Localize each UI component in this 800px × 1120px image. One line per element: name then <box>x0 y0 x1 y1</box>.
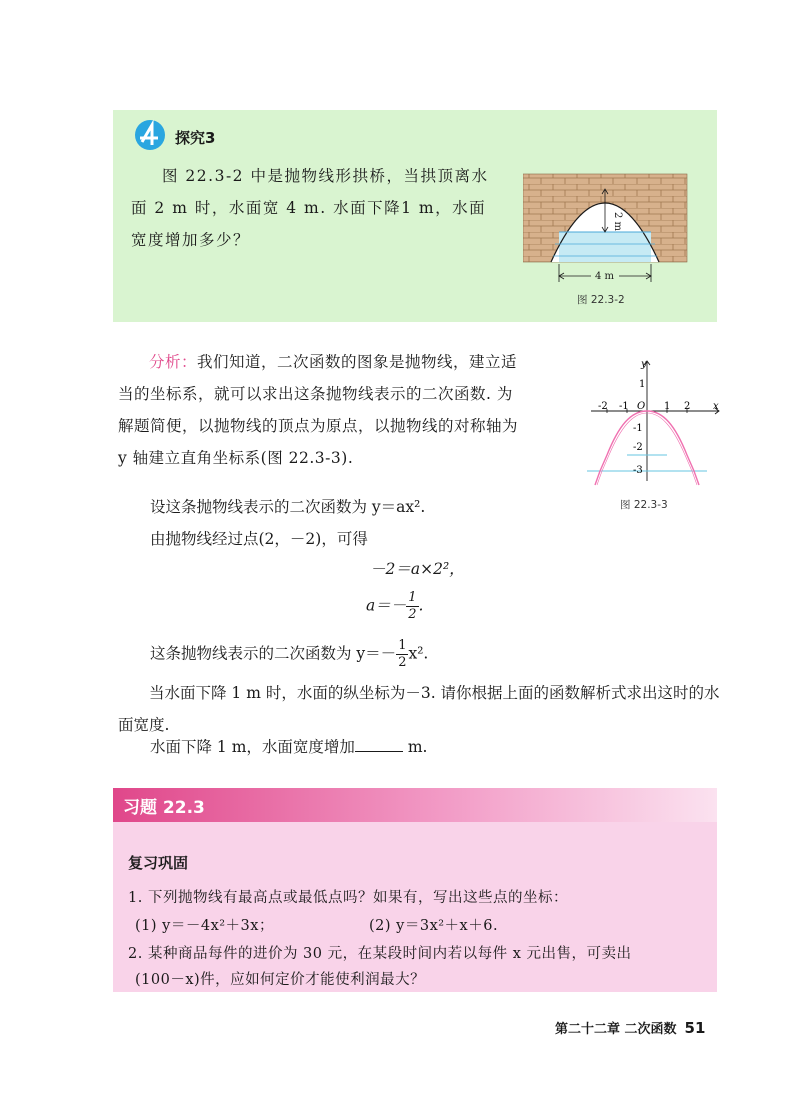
x-tick-label: -1 <box>619 401 629 412</box>
y-tick-label: -2 <box>633 442 643 453</box>
result-fraction <box>396 638 408 671</box>
coord-x-label: x <box>713 401 719 412</box>
equation-2-end: . <box>418 596 424 615</box>
set-text: 设这条抛物线表示的二次函数为 y＝ax². <box>150 498 426 516</box>
chapter-label: 第二十二章 二次函数 <box>555 1022 677 1037</box>
y-tick-label: -1 <box>633 423 643 434</box>
coordinate-figure <box>585 355 725 487</box>
answer-blank[interactable] <box>355 737 403 752</box>
explore-title: 探究3 <box>175 129 216 147</box>
exercise-title: 习题 22.3 <box>123 798 205 818</box>
explore-box <box>113 110 717 322</box>
question-1b: (2) y＝3x²＋x＋6. <box>369 918 499 934</box>
result-left: 这条抛物线表示的二次函数为 y＝－ <box>150 644 397 663</box>
explore-text: 图 22.3-2 中是抛物线形拱桥，当拱顶离水面 2 m 时，水面宽 4 m. 水面下降1 m，水面宽度增加多少？ <box>131 167 489 249</box>
review-title: 复习巩固 <box>128 854 189 872</box>
bridge-height-label: 2 m <box>612 212 623 232</box>
increase-right: m. <box>402 738 428 756</box>
bridge-width-label: 4 m <box>595 271 615 282</box>
analysis-label: 分析： <box>149 353 198 371</box>
pass-text: 由抛物线经过点(2，－2)，可得 <box>150 530 368 548</box>
fraction-denominator: 2 <box>408 607 417 622</box>
x-tick-label: -2 <box>598 401 608 412</box>
y-tick-label: 1 <box>639 379 646 390</box>
fraction-denominator: 2 <box>398 655 407 670</box>
result-line <box>150 638 428 671</box>
water-text: 当水面下降 1 m 时，水面的纵坐标为－3. 请你根据上面的函数解析式求出这时的水面宽度. <box>118 684 720 734</box>
x-tick-label: 2 <box>684 401 691 412</box>
question-2-line-1: 2. 某种商品每件的进价为 30 元，在某段时间内若以每件 x 元出售，可卖出 <box>128 946 632 962</box>
analysis-text: 我们知道，二次函数的图象是抛物线，建立适当的坐标系，就可以求出这条抛物线表示的二次函数. 为解题简便，以抛物线的顶点为原点，以抛物线的对称轴为 y 轴建立直角坐标系(图 22.3-3). <box>118 353 519 467</box>
page-number: 51 <box>684 1019 706 1037</box>
exercise-box <box>113 822 717 992</box>
fraction-numerator: 1 <box>408 590 417 605</box>
analysis-paragraph <box>118 346 524 474</box>
equation-2-fraction <box>406 590 418 623</box>
explore-icon <box>133 118 167 152</box>
page-footer <box>555 1018 705 1037</box>
increase-line <box>150 735 427 757</box>
y-tick-label: -3 <box>633 465 643 476</box>
coord-origin: O <box>637 401 646 412</box>
bridge-caption: 图 22.3-2 <box>577 294 625 306</box>
equation-2-left: a＝－ <box>366 596 407 615</box>
equation-1: －2＝a×2²， <box>370 560 465 578</box>
equation-2 <box>366 590 423 623</box>
fraction-numerator: 1 <box>398 638 407 653</box>
exercise-header <box>113 788 717 822</box>
x-tick-label: 1 <box>664 401 671 412</box>
result-right: x². <box>408 644 429 663</box>
question-1: 1. 下列抛物线有最高点或最低点吗？如果有，写出这些点的坐标： <box>128 890 568 906</box>
question-2-line-2: (100－x)件，应如何定价才能使利润最大？ <box>135 972 426 988</box>
coord-y-label: y <box>641 359 647 370</box>
question-1a: (1) y＝－4x²＋3x； <box>135 918 274 934</box>
increase-left: 水面下降 1 m，水面宽度增加 <box>150 738 355 756</box>
coord-caption: 图 22.3-3 <box>620 499 668 511</box>
